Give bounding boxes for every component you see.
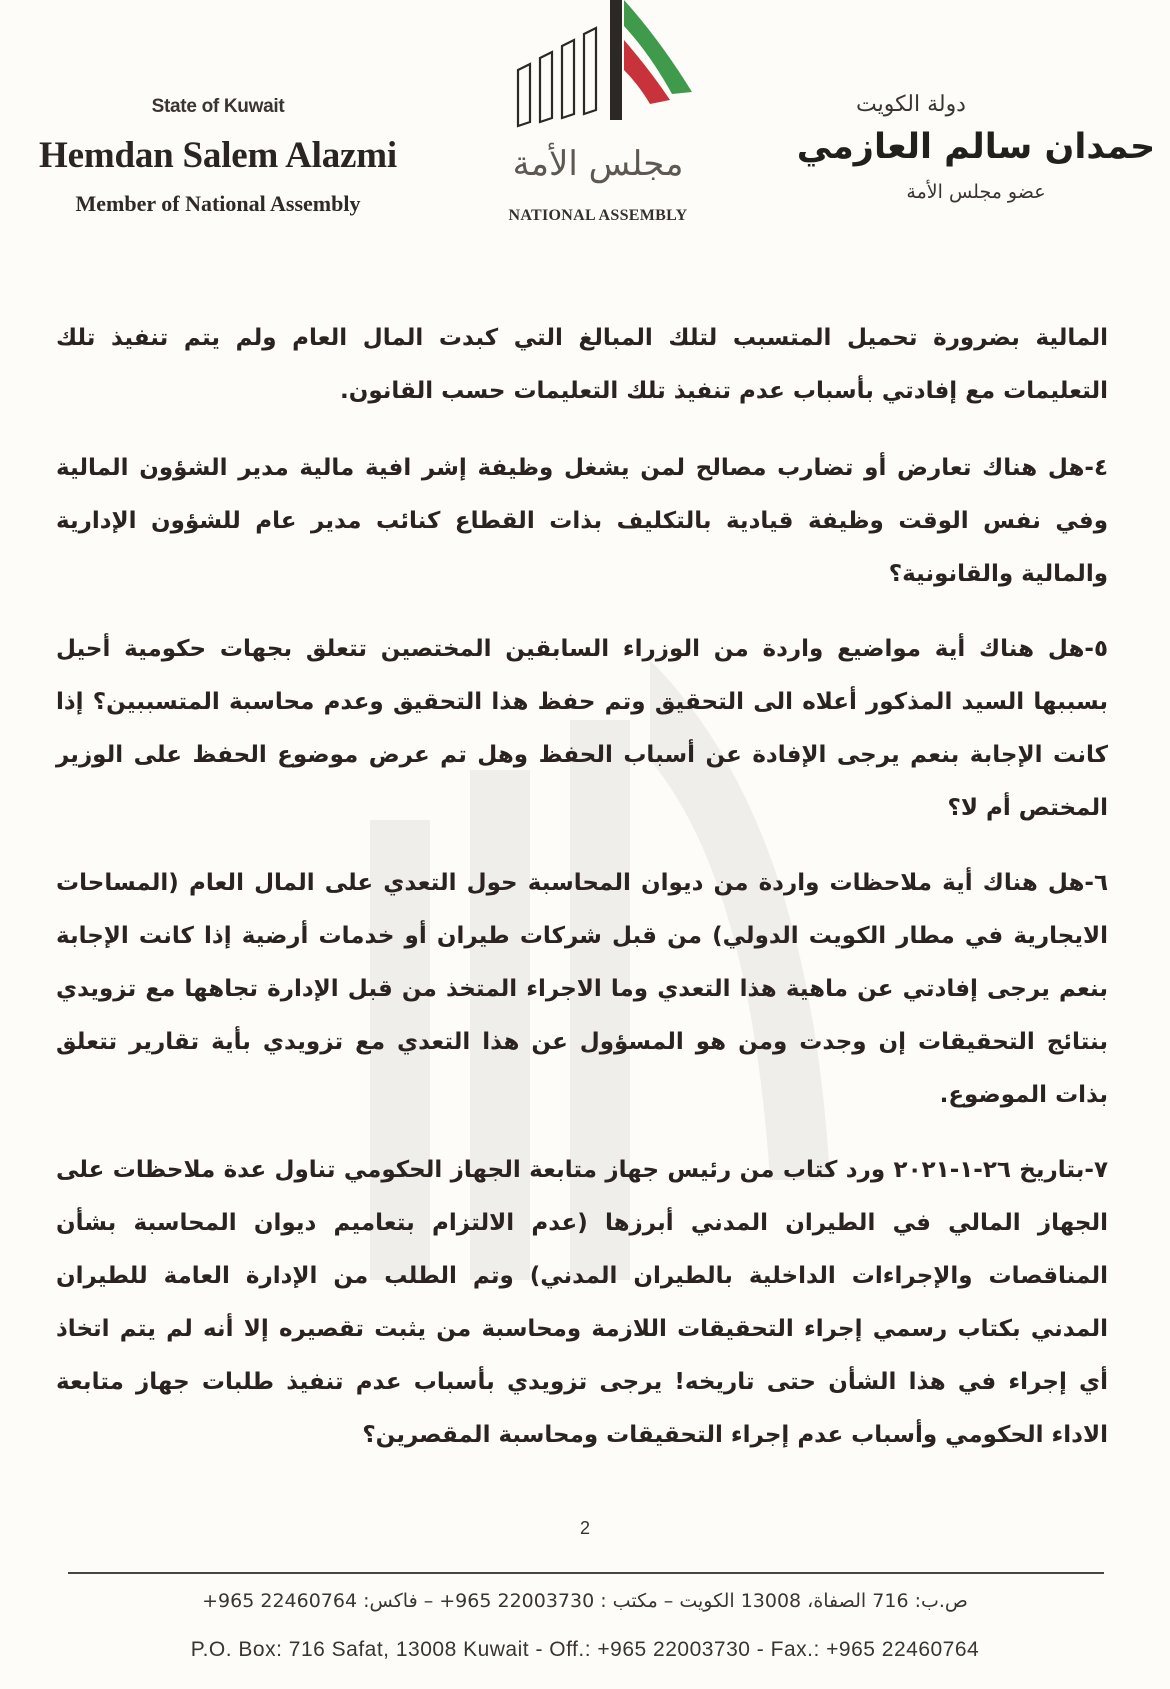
paragraph-continuation: المالية بضرورة تحميل المتسبب لتلك المبالغ التي كبدت المال العام ولم يتم تنفيذ تلك التعليمات مع إفادتي بأسباب عدم تنفيذ تلك التعليمات حسب القانون. — [56, 325, 1108, 404]
question-5: ٥-هل هناك أية مواضيع واردة من الوزراء السابقين المختصين تتعلق بجهات حكومية أحيل بسببها السيد المذكور أعلاه الى التحقيق وتم حفظ هذا التحقيق وعدم محاسبة المتسببين؟ إذا كانت الإجابة بنعم يرجى الإفادة عن أسباب الحفظ وهل تم عرض موضوع الحفظ على الوزير المختص أم لا؟ — [56, 636, 1108, 821]
question-6: ٦-هل هناك أية ملاحظات واردة من ديوان المحاسبة حول التعدي على المال العام (المساحات الايجارية في مطار الكويت الدولي) من قبل شركات طيران أو خدمات أرضية إذا كانت الإجابة بنعم يرجى إفادتي عن ماهية هذا التعدي وما الاجراء المتخذ من قبل الإدارة تجاهها مع تزويدي بنتائج التحقيقات إن وجدت ومن هو المسؤول عن هذا التعدي مع تزويدي بأية تقارير تتعلق بذات الموضوع. — [56, 870, 1108, 1108]
letterhead-arabic — [796, 92, 1156, 203]
footer-contact-arabic: ص.ب: 716 الصفاة، 13008 الكويت – مكتب : 22003730 965+ – فاكس: 22460764 965+ — [202, 1590, 968, 1612]
letter-body — [56, 312, 1108, 1484]
arabic-assembly-calligraphy: مجلس الأمة — [512, 144, 684, 184]
arabic-state-label: دولة الكويت — [856, 92, 966, 117]
letterhead-english — [18, 96, 418, 217]
footer-divider — [68, 1572, 1104, 1574]
letterhead-logo-block — [470, 0, 726, 240]
page-number: 2 — [579, 1518, 590, 1538]
english-state-label: State of Kuwait — [151, 96, 285, 117]
arabic-member-name: حمدان سالم العازمي — [796, 127, 1156, 167]
question-7: ٧-بتاريخ ٢٦-١-٢٠٢١ ورد كتاب من رئيس جهاز متابعة الجهاز الحكومي تناول عدة ملاحظات على الجهاز المالي في الطيران المدني أبرزها (عدم الالتزام بتعاميم ديوان المحاسبة بشأن المناقصات والإجراءات الداخلية بالطيران المدني) وتم الطلب من الإدارة العامة للطيران المدني بكتاب رسمي إجراء التحقيقات اللازمة ومحاسبة من يثبت تقصيره إلا أنه لم يتم اتخاذ أي إجراء في هذا الشأن حتى تاريخه! يرجى تزويدي بأسباب عدم تنفيذ طلبات جهاز متابعة الاداء الحكومي وأسباب عدم إجراء التحقيقات ومحاسبة المقصرين؟ — [56, 1157, 1108, 1448]
english-assembly-label: NATIONAL ASSEMBLY — [508, 207, 688, 224]
english-member-title: Member of National Assembly — [75, 191, 361, 216]
national-assembly-logo-icon — [500, 0, 696, 140]
footer-contact-english: P.O. Box: 716 Safat, 13008 Kuwait - Off.: +965 22003730 - Fax.: +965 22460764 — [190, 1638, 980, 1661]
english-member-name: Hemdan Salem Alazmi — [39, 135, 397, 176]
question-4: ٤-هل هناك تعارض أو تضارب مصالح لمن يشغل وظيفة إشر افية مالية مدير الشؤون المالية وفي نفس الوقت وظيفة قيادية بالتكليف بذات القطاع كنائب مدير عام للشؤون الإدارية والمالية والقانونية؟ — [56, 455, 1108, 587]
arabic-member-title: عضو مجلس الأمة — [906, 181, 1046, 203]
